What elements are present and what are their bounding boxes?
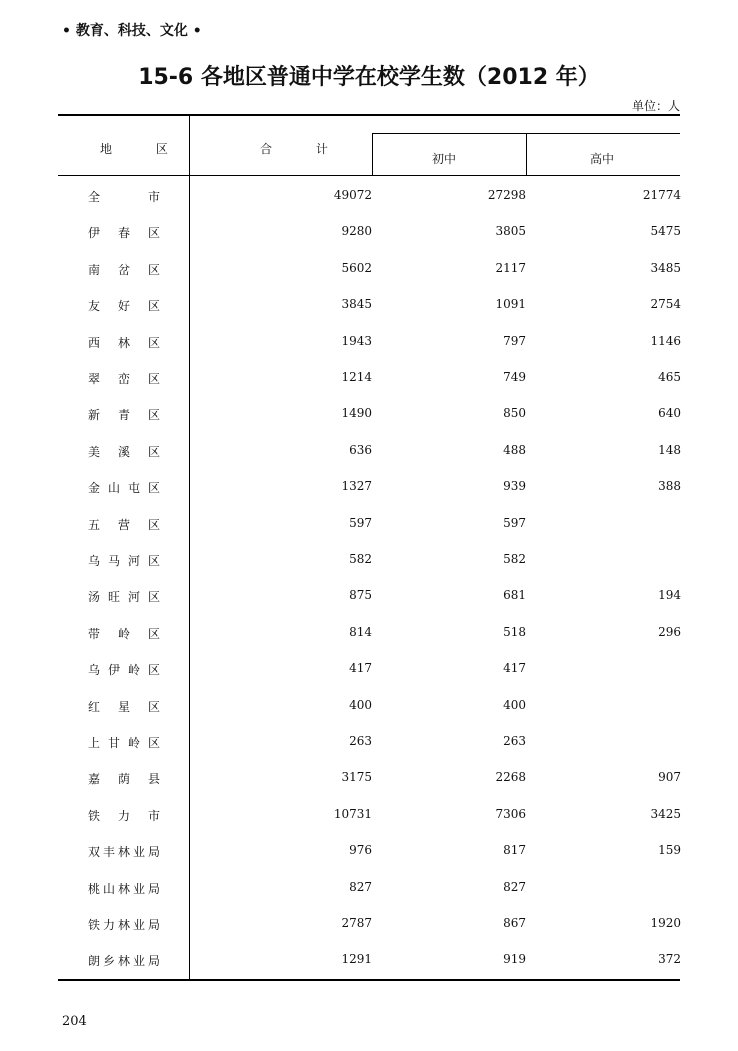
total-cell: 636: [349, 442, 372, 457]
junior-cell: 749: [503, 370, 526, 384]
table-row: [0, 540, 738, 576]
region-cell: 西 林 区: [88, 335, 160, 350]
table-row: [0, 394, 738, 430]
table-row: [0, 467, 738, 503]
table-row: [0, 576, 738, 612]
junior-cell: 597: [503, 515, 526, 530]
table-row: [0, 504, 738, 540]
senior-cell: 1146: [650, 333, 681, 348]
total-cell: 3175: [341, 770, 372, 785]
junior-cell: 681: [503, 588, 526, 603]
region-cell: 铁力林业局: [88, 918, 160, 932]
region-cell: 友 好 区: [88, 299, 160, 314]
junior-cell: 797: [503, 333, 526, 348]
junior-cell: 417: [503, 661, 526, 676]
table-row: [0, 431, 738, 467]
senior-cell: 5475: [650, 224, 681, 239]
unit-label: 单位：人: [631, 99, 680, 113]
junior-cell: 263: [503, 734, 526, 748]
senior-cell: 3425: [650, 806, 681, 821]
senior-cell: 3485: [650, 260, 681, 275]
total-cell: 5602: [341, 260, 372, 275]
table-row: [0, 795, 738, 831]
total-cell: 9280: [341, 224, 372, 239]
region-cell: 伊 春 区: [88, 226, 160, 241]
table-row: [0, 758, 738, 794]
senior-cell: 640: [658, 406, 681, 421]
region-cell: 红 星 区: [88, 699, 160, 714]
region-cell: 乌马河区: [88, 554, 160, 568]
table-row: [0, 686, 738, 722]
junior-cell: 400: [503, 697, 526, 712]
section-header: • 教育、科技、文化 •: [62, 23, 202, 39]
total-cell: 582: [349, 552, 372, 566]
junior-column-divider: [372, 133, 373, 175]
page-number: 204: [62, 1014, 87, 1029]
junior-cell: 518: [503, 624, 526, 639]
junior-cell: 7306: [495, 806, 526, 821]
table-row: [0, 176, 738, 212]
total-cell: 417: [349, 661, 372, 676]
table-row: [0, 722, 738, 758]
total-cell: 1327: [341, 479, 372, 494]
column-header-region: 地 区: [100, 142, 188, 156]
senior-cell: 1920: [650, 916, 681, 930]
junior-cell: 850: [503, 406, 526, 421]
column-header-junior: 初中: [432, 152, 457, 166]
table-row: [0, 285, 738, 321]
total-cell: 597: [349, 515, 372, 530]
region-cell: 五 营 区: [88, 517, 160, 532]
page-title: 15-6 各地区普通中学在校学生数（2012 年）: [138, 65, 600, 90]
region-cell: 金山屯区: [88, 481, 160, 496]
senior-cell: 907: [658, 770, 681, 785]
table-top-rule: [58, 114, 680, 116]
table-row: [0, 212, 738, 248]
region-cell: 新 青 区: [88, 408, 160, 423]
table-bottom-rule: [58, 979, 680, 981]
region-cell: 上甘岭区: [88, 736, 160, 750]
junior-cell: 27298: [487, 188, 526, 202]
junior-cell: 2117: [495, 260, 526, 275]
total-cell: 1943: [341, 333, 372, 348]
table-row: [0, 613, 738, 649]
senior-cell: 388: [658, 479, 681, 494]
table-row: [0, 868, 738, 904]
region-cell: 翠 峦 区: [88, 372, 160, 386]
total-cell: 49072: [333, 188, 372, 202]
table-row: [0, 249, 738, 285]
region-cell: 嘉 荫 县: [88, 772, 160, 787]
junior-cell: 827: [503, 879, 526, 894]
junior-cell: 867: [503, 916, 526, 930]
region-cell: 朗乡林业局: [88, 954, 160, 969]
table-row: [0, 649, 738, 685]
total-cell: 2787: [341, 916, 372, 930]
total-cell: 1214: [341, 370, 372, 384]
region-cell: 美 溪 区: [88, 444, 160, 459]
region-cell: 汤旺河区: [88, 590, 160, 605]
senior-cell: 372: [658, 952, 681, 967]
table-row: [0, 322, 738, 358]
total-cell: 10731: [333, 806, 372, 821]
senior-cell: 21774: [642, 188, 681, 202]
region-cell: 全 市: [88, 190, 160, 204]
total-cell: 827: [349, 879, 372, 894]
junior-cell: 488: [503, 442, 526, 457]
table-row: [0, 940, 738, 976]
region-cell: 桃山林业局: [88, 881, 160, 896]
total-cell: 875: [349, 588, 372, 603]
total-cell: 3845: [341, 297, 372, 312]
senior-cell: 296: [658, 624, 681, 639]
total-cell: 976: [349, 843, 372, 858]
junior-cell: 2268: [495, 770, 526, 785]
junior-cell: 939: [503, 479, 526, 494]
region-cell: 乌伊岭区: [88, 663, 160, 678]
total-cell: 814: [349, 624, 372, 639]
junior-cell: 1091: [495, 297, 526, 312]
region-cell: 南 岔 区: [88, 262, 160, 277]
junior-cell: 919: [503, 952, 526, 967]
junior-cell: 582: [503, 552, 526, 566]
total-cell: 400: [349, 697, 372, 712]
column-header-total: 合 计: [260, 142, 348, 156]
senior-cell: 194: [658, 588, 681, 603]
senior-cell: 2754: [650, 297, 681, 312]
junior-cell: 817: [503, 843, 526, 858]
column-header-senior: 高中: [590, 152, 615, 166]
table-row: [0, 904, 738, 940]
region-cell: 带 岭 区: [88, 626, 160, 641]
region-cell: 双丰林业局: [88, 845, 160, 860]
total-cell: 1291: [341, 952, 372, 967]
total-cell: 1490: [341, 406, 372, 421]
senior-cell: 159: [658, 843, 681, 858]
senior-column-divider: [526, 133, 527, 175]
senior-cell: 465: [658, 370, 681, 384]
region-cell: 铁 力 市: [88, 808, 160, 823]
table-row: [0, 358, 738, 394]
junior-cell: 3805: [495, 224, 526, 239]
total-cell: 263: [349, 734, 372, 748]
senior-cell: 148: [658, 442, 681, 457]
table-row: [0, 831, 738, 867]
